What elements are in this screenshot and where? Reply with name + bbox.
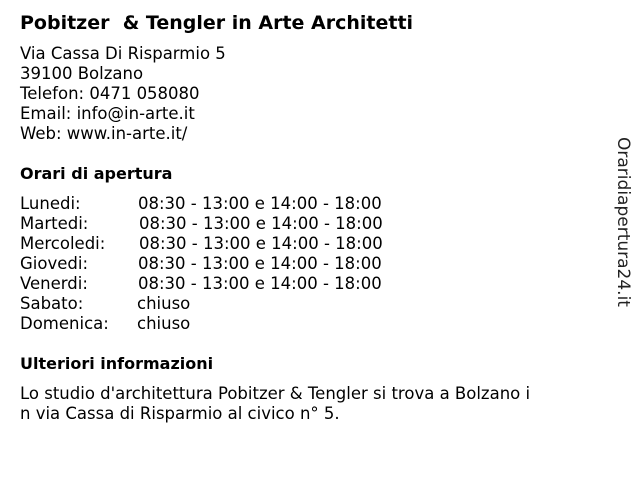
email-address: Email: info@in-arte.it	[20, 104, 195, 123]
address-street: Via Cassa Di Risparmio 5	[20, 44, 226, 63]
day-label: Mercoledi:	[20, 234, 106, 253]
more-info-text: Lo studio d'architettura Pobitzer & Tengler si trova a Bolzano in via Cassa di Risparmio al civico n° 5.	[20, 384, 531, 423]
day-label: Venerdi:	[20, 274, 88, 293]
hours-value: 08:30 - 13:00 e 14:00 - 18:00	[139, 214, 383, 233]
day-label: Martedi:	[20, 214, 89, 233]
day-label: Domenica:	[20, 314, 109, 333]
day-label: Giovedi:	[20, 254, 88, 273]
more-info-heading: Ulteriori informazioni	[20, 354, 214, 373]
hours-value: 08:30 - 13:00 e 14:00 - 18:00	[138, 274, 382, 293]
contact-block	[20, 44, 226, 144]
day-label: Sabato:	[20, 294, 84, 313]
business-name: Pobitzer & Tengler in Arte Architetti	[20, 12, 414, 34]
website: Web: www.in-arte.it/	[20, 124, 188, 143]
day-label: Lunedi:	[20, 194, 81, 213]
opening-hours-heading: Orari di apertura	[20, 164, 173, 183]
hours-value: 08:30 - 13:00 e 14:00 - 18:00	[138, 254, 382, 273]
hours-value: 08:30 - 13:00 e 14:00 - 18:00	[139, 234, 383, 253]
hours-value: 08:30 - 13:00 e 14:00 - 18:00	[138, 194, 382, 213]
site-watermark: Oraridiapertura24.it	[613, 137, 633, 307]
address-city: 39100 Bolzano	[20, 64, 144, 83]
hours-value: chiuso	[137, 314, 191, 333]
phone-number: Telefon: 0471 058080	[20, 84, 200, 103]
hours-value: chiuso	[137, 294, 191, 313]
